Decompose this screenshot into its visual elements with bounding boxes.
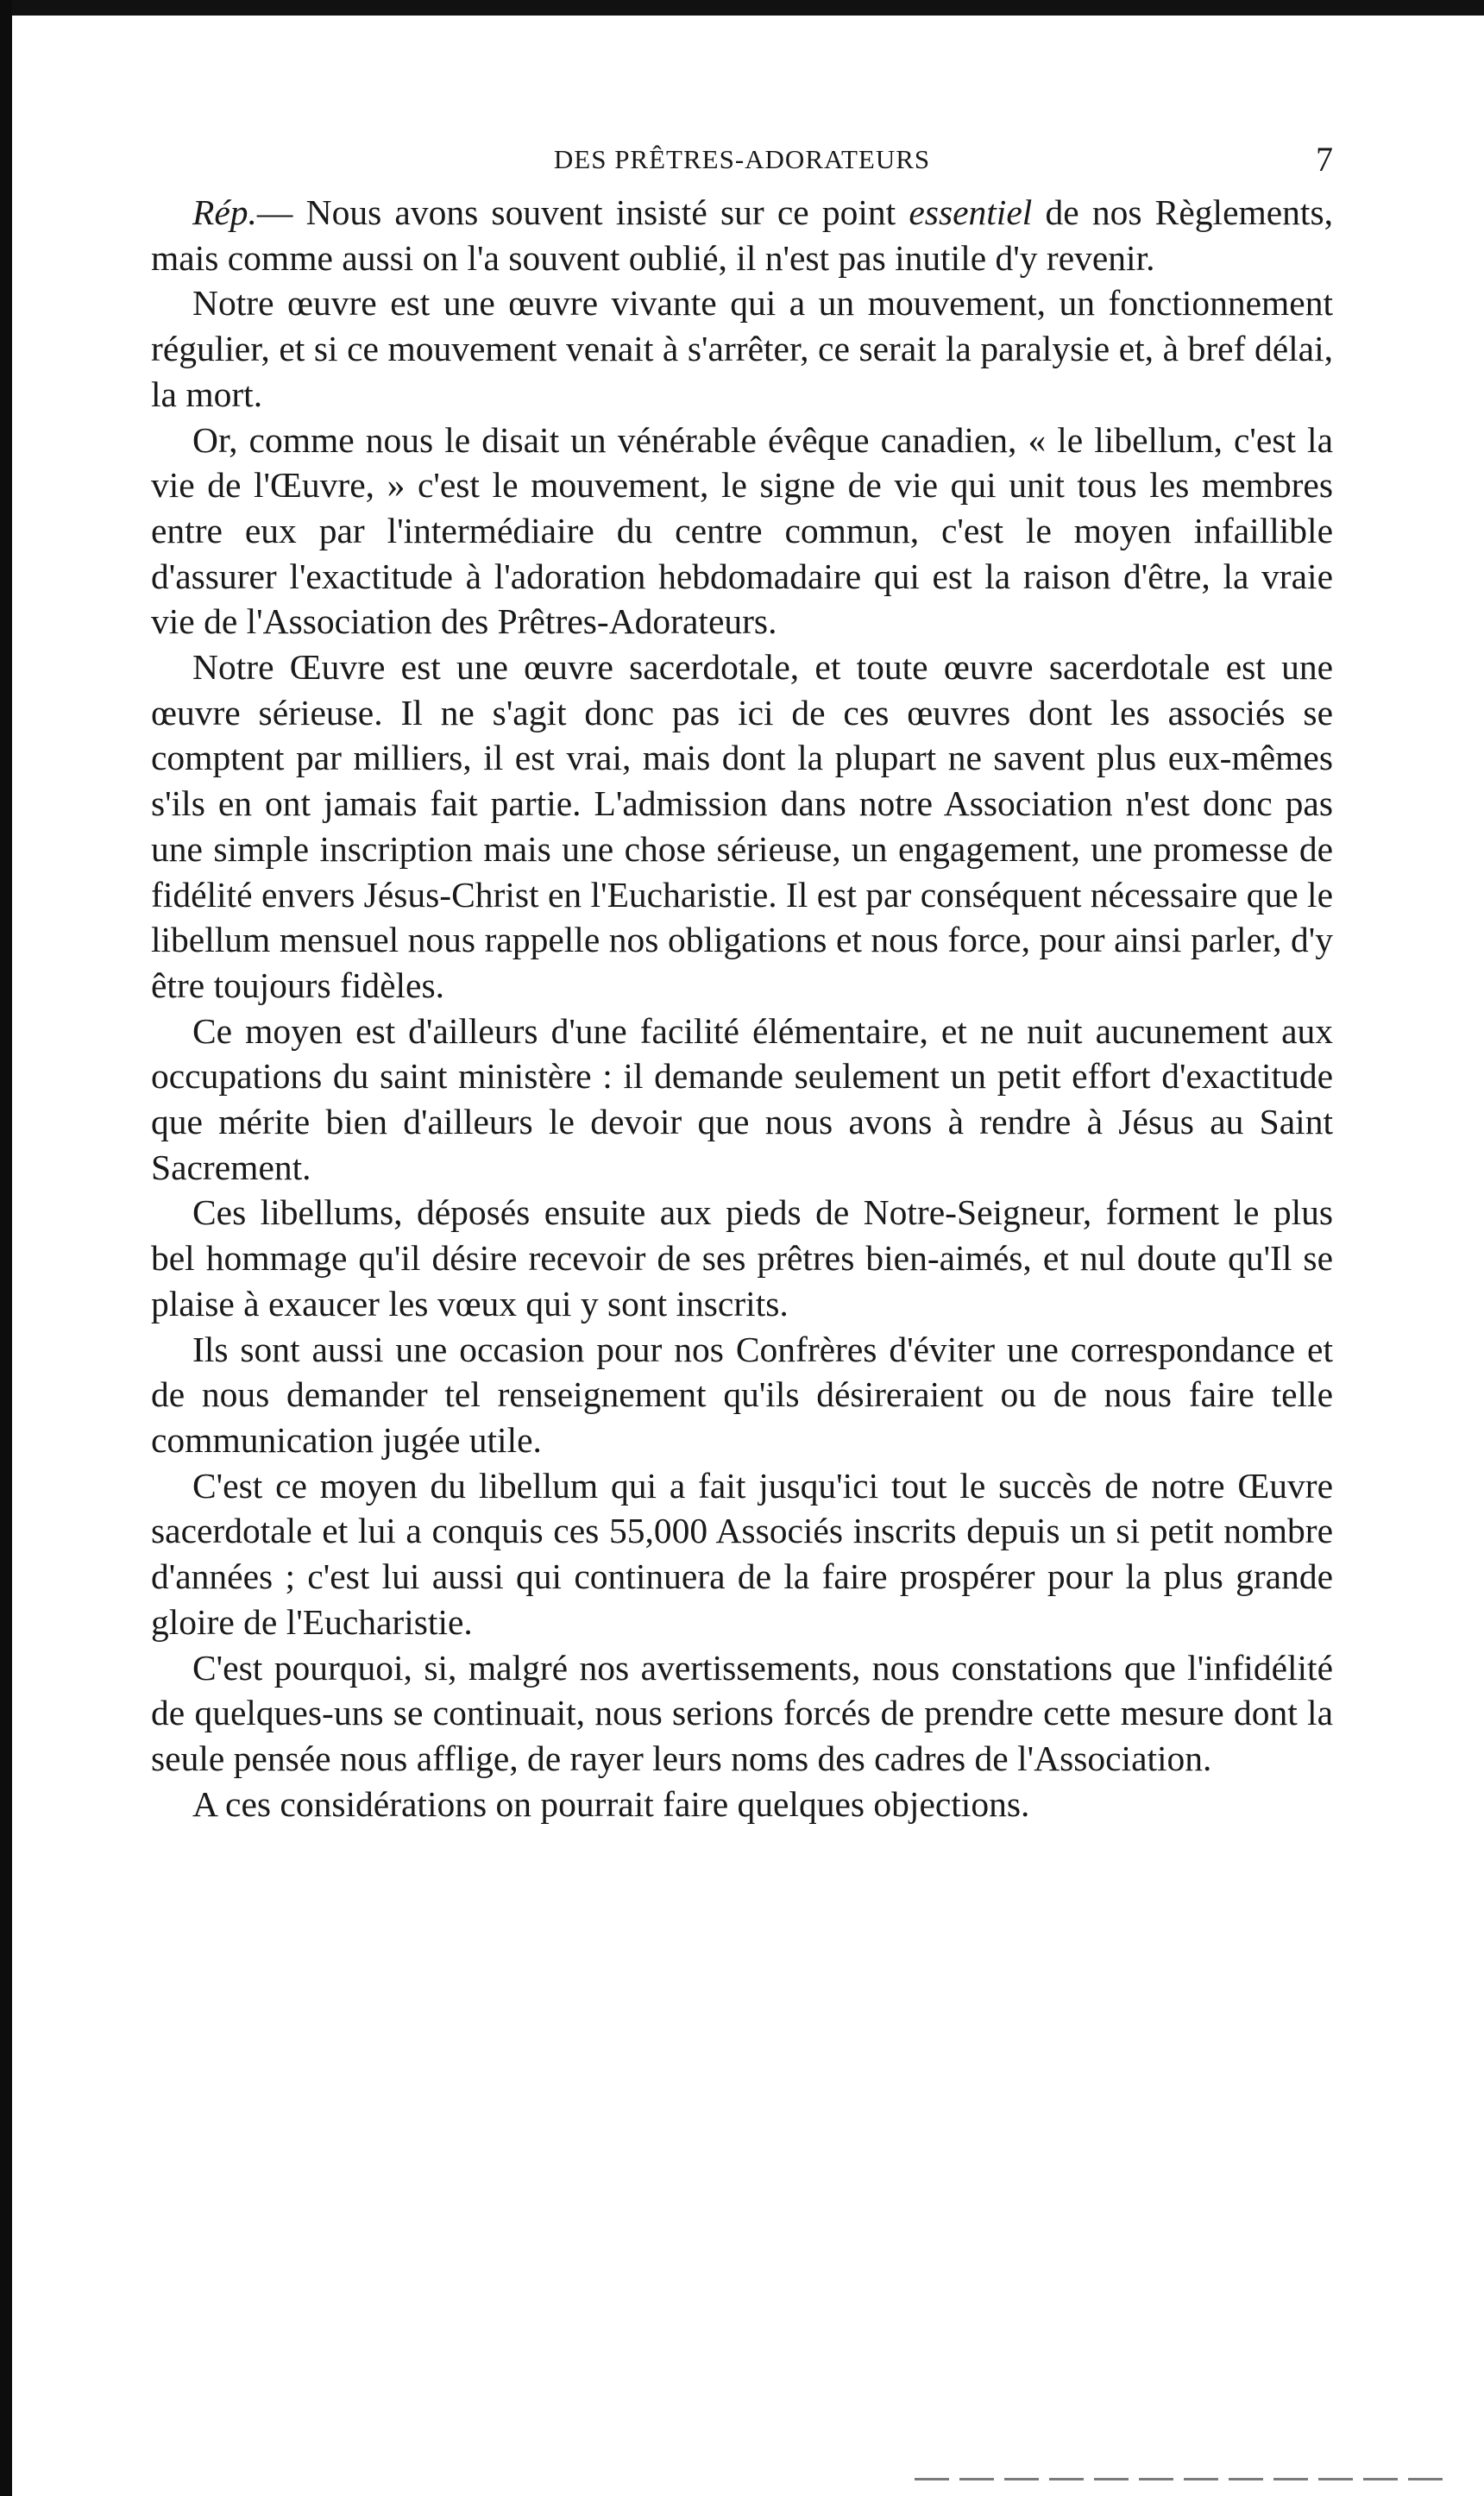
paragraph-1-text-a: — Nous avons souvent insisté sur ce point bbox=[256, 192, 909, 232]
paragraph-9: C'est pourquoi, si, malgré nos avertissements, nous constations que l'infidélité de quelques-uns se continuait, nous serions forcés de prendre cette mesure dont la seule pensée nous afflige, de rayer leurs noms des cadres de l'Association. bbox=[151, 1647, 1333, 1778]
paragraph-8: C'est ce moyen du libellum qui a fait jusqu'ici tout le succès de notre Œuvre sacerdotale et lui a conquis ces 55,000 Associés inscrits depuis un si petit nombre d'années ; c'est lui aussi qui continuera de la faire prospérer pour la plus grande gloire de l'Eucharistie. bbox=[151, 1465, 1333, 1642]
paragraph-6: Ces libellums, déposés ensuite aux pieds de Notre-Seigneur, forment le plus bel hommage qu'il désire recevoir de ses prêtres bien-aimés, et nul doute qu'Il se plaise à exaucer les vœux qui y sont inscrits. bbox=[151, 1192, 1333, 1323]
paragraph-3: Or, comme nous le disait un vénérable évêque canadien, « le libellum, c'est la vie de l'Œuvre, » c'est le mouvement, le signe de vie qui unit tous les membres entre eux par l'intermédiaire du centre commun, c'est le moyen infaillible d'assurer l'exactitude à l'adoration hebdomadaire qui est la raison d'être, la vraie vie de l'Association des Prêtres-Adorateurs. bbox=[151, 419, 1333, 642]
scan-top-border bbox=[0, 0, 1484, 16]
paragraph-2: Notre œuvre est une œuvre vivante qui a un mouvement, un fonctionnement régulier, et si ce mouvement venait à s'arrêter, ce serait la paralysie et, à bref délai, la mort. bbox=[151, 283, 1333, 414]
page-number: 7 bbox=[1316, 140, 1333, 179]
paragraph-1-text-b: de nos Règlements, mais comme aussi on l'a souvent oublié, il n'est pas inutile d'y revenir. bbox=[151, 192, 1333, 278]
emphasis-essentiel: essentiel bbox=[909, 192, 1033, 232]
scan-bottom-rule bbox=[915, 2478, 1449, 2480]
paragraph-4: Notre Œuvre est une œuvre sacerdotale, et toute œuvre sacerdotale est une œuvre sérieuse. Il ne s'agit donc pas ici de ces œuvres dont les associés se comptent par milliers, il est vrai, mais dont la plupart ne savent plus eux-mêmes s'ils en ont jamais fait partie. L'admission dans notre Association n'est donc pas une simple inscription mais une chose sérieuse, un engagement, une promesse de fidélité envers Jésus-Christ en l'Eucharistie. Il est par conséquent nécessaire que le libellum mensuel nous rappelle nos obligations et nous force, pour ainsi parler, d'y être toujours fidèles. bbox=[151, 647, 1333, 1005]
running-head bbox=[151, 140, 1333, 179]
paragraph-5: Ce moyen est d'ailleurs d'une facilité élémentaire, et ne nuit aucunement aux occupations du saint ministère : il demande seulement un petit effort d'exactitude que mérite bien d'ailleurs le devoir que nous avons à rendre à Jésus au Saint Sacrement. bbox=[151, 1010, 1333, 1187]
paragraph-7: Ils sont aussi une occasion pour nos Confrères d'éviter une correspondance et de nous demander tel renseignement qu'ils désireraient ou de nous faire telle communication jugée utile. bbox=[151, 1329, 1333, 1460]
paragraph-10: A ces considérations on pourrait faire quelques objections. bbox=[192, 1783, 1030, 1824]
scan-left-edge bbox=[0, 0, 12, 2496]
paragraph-1 bbox=[151, 190, 1333, 280]
reply-label: Rép. bbox=[192, 192, 257, 232]
running-title: DES PRÊTRES-ADORATEURS bbox=[553, 144, 931, 174]
body-text bbox=[151, 190, 1333, 1826]
